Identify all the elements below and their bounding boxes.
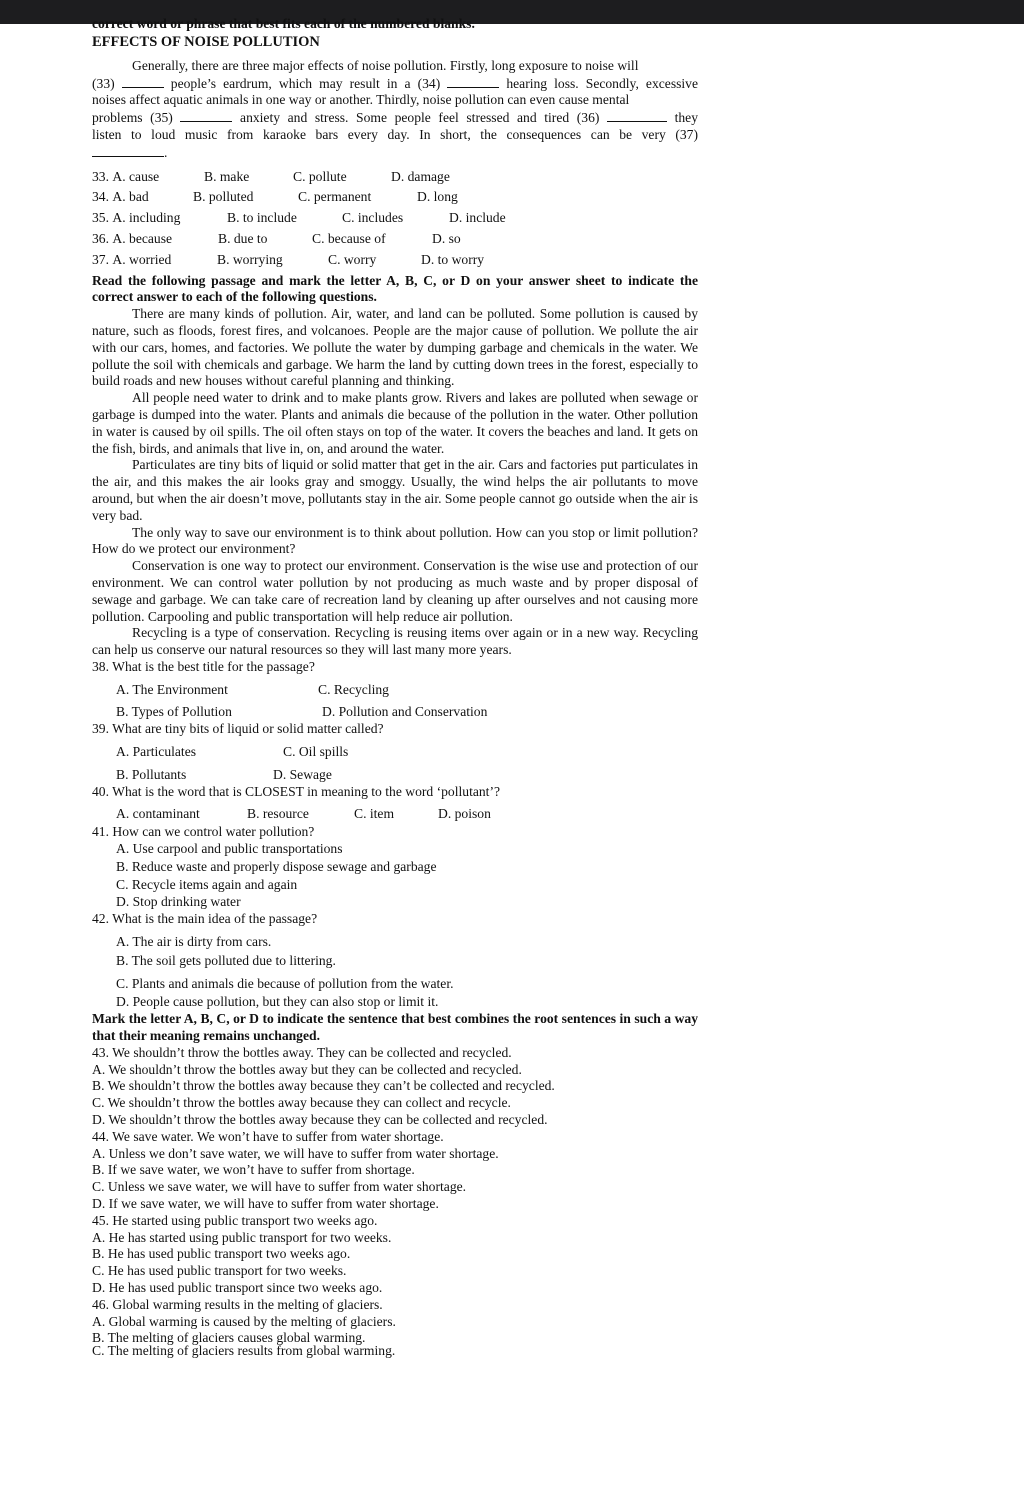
reading-paragraph-2: All people need water to drink and to make plants grow. Rivers and lakes are polluted when sewage or garbage is dumped into the water. Plants and animals die because of the pollution in the water. Other pollution in water is caused by oil spills. The oil often stays on top of the water. It covers the beaches and land. It gets on the fish, birds, and animals that live in, on, and around the water. bbox=[92, 390, 698, 456]
reading-passage bbox=[92, 306, 698, 659]
cloze-line-5: listen to loud music from karaoke bars every day. In short, the consequences can be very (37) bbox=[92, 126, 698, 142]
combine-line: 43. We shouldn’t throw the bottles away. They can be collected and recycled. bbox=[92, 1044, 512, 1060]
reading-paragraph-5: Conservation is one way to protect our environment. Conservation is the wise use and protection of our environment. We can control water pollution by not producing as much waste and by proper disposal of sewage and garbage. We can take care of recreation land by cleaning up after ourselves and not causing more pollution. Carpooling and public transportation will help reduce air pollution. bbox=[92, 558, 698, 624]
cloze-line-2: (33) people’s eardrum, which may result in a (34) hearing loss. Secondly, excessive bbox=[92, 75, 699, 91]
cloze-line-6: . bbox=[92, 144, 698, 162]
options-33: 33. A. cause B. make C. pollute D. damage bbox=[92, 168, 450, 184]
combine-line: A. Unless we don’t save water, we will have to suffer from water shortage. bbox=[92, 1145, 499, 1161]
combine-line: A. He has started using public transport for two weeks. bbox=[92, 1229, 392, 1245]
exam-page bbox=[92, 16, 699, 1359]
combine-line: 46. Global warming results in the melting of glaciers. bbox=[92, 1296, 383, 1312]
cloze-line-1: Generally, there are three major effects of noise pollution. Firstly, long exposure to noise will bbox=[132, 57, 639, 73]
options-34: 34. A. bad B. polluted C. permanent D. long bbox=[92, 189, 458, 205]
blank-33 bbox=[122, 75, 164, 88]
question-42: 42. What is the main idea of the passage? A. The air is dirty from cars. B. The soil gets polluted due to littering. C. Plants and animals die because of pollution from the water. D. People cause pollution, but they can also stop or limit it. bbox=[92, 911, 698, 1011]
combine-line: D. We shouldn’t throw the bottles away because they can be collected and recycled. bbox=[92, 1112, 548, 1128]
combine-line: B. He has used public transport two weeks ago. bbox=[92, 1246, 351, 1262]
blank-37 bbox=[92, 144, 164, 157]
reading-paragraph-6: Recycling is a type of conservation. Recycling is reusing items over again or in a new way. Recycling can help us conserve our natural resources so they will last many more years. bbox=[92, 625, 698, 658]
combine-line: B. The melting of glaciers causes global warming. bbox=[92, 1330, 366, 1346]
options-37: 37. A. worried B. worrying C. worry D. to worry bbox=[92, 251, 485, 267]
combine-line: A. We shouldn’t throw the bottles away but they can be collected and recycled. bbox=[92, 1061, 522, 1077]
reading-paragraph-1: There are many kinds of pollution. Air, water, and land can be polluted. Some pollution is caused by nature, such as floods, forest fires, and volcanoes. People are the major cause of pollution. We pollute the air with our cars, homes, and factories. We pollute the water by dumping garbage and chemicals in the water. We pollute the soil with chemicals and garbage. We harm the land by cutting down trees in the forest, especially to build roads and new houses without careful planning and thinking. bbox=[92, 306, 698, 389]
options-35: 35. A. including B. to include C. includes D. include bbox=[92, 210, 506, 226]
cloze-line-3: noises affect aquatic animals in one way or another. Thirdly, noise pollution can even cause mental bbox=[92, 92, 630, 108]
combine-questions bbox=[92, 1044, 698, 1359]
combine-line: B. If we save water, we won’t have to suffer from shortage. bbox=[92, 1162, 415, 1178]
reading-paragraph-4: The only way to save our environment is to think about pollution. How can you stop or limit pollution? How do we protect our environment? bbox=[92, 524, 698, 557]
cut-off-line: C. The melting of glaciers results from global warming. bbox=[92, 1343, 396, 1359]
combine-line: C. He has used public transport for two weeks. bbox=[92, 1263, 347, 1279]
question-41-stem: 41. How can we control water pollution? bbox=[92, 824, 315, 840]
combine-line: D. He has used public transport since two weeks ago. bbox=[92, 1279, 383, 1295]
question-40: 40. What is the word that is CLOSEST in meaning to the word ‘pollutant’? A. contaminant B. resource C. item D. poison bbox=[92, 784, 698, 824]
combine-instruction: Mark the letter A, B, C, or D to indicate the sentence that best combines the root sentences in such a way that their meaning remains unchanged. bbox=[92, 1011, 698, 1044]
combine-line: C. Unless we save water, we will have to suffer from water shortage. bbox=[92, 1179, 467, 1195]
reading-paragraph-3: Particulates are tiny bits of liquid or solid matter that get in the air. Cars and factories put particulates in the air, and this makes the air looks gray and smoggy. Usually, the wind helps the air pollutants to move around, but when the air doesn’t move, pollutants stay in the air. Some people cannot go outside when the air is very bad. bbox=[92, 457, 698, 523]
options-36: 36. A. because B. due to C. because of D. so bbox=[92, 230, 461, 246]
combine-line: B. We shouldn’t throw the bottles away because they can’t be collected and recycled. bbox=[92, 1078, 555, 1094]
reading-instruction: Read the following passage and mark the letter A, B, C, or D on your answer sheet to indicate the correct answer to each of the following questions. bbox=[92, 272, 698, 305]
cut-off-instruction: correct word or phrase that best fits each of the numbered blanks. bbox=[92, 16, 475, 31]
combine-line: A. Global warming is caused by the melting of glaciers. bbox=[92, 1313, 396, 1329]
combine-line: D. If we save water, we will have to suffer from water shortage. bbox=[92, 1196, 439, 1211]
question-38-stem: 38. What is the best title for the passage? bbox=[92, 658, 315, 674]
question-39-stem: 39. What are tiny bits of liquid or solid matter called? bbox=[92, 721, 384, 737]
question-42-stem: 42. What is the main idea of the passage? bbox=[92, 911, 318, 927]
blank-36 bbox=[607, 109, 667, 122]
blank-34 bbox=[447, 75, 499, 88]
question-39: 39. What are tiny bits of liquid or solid matter called? A. Particulates C. Oil spills B. Pollutants D. Sewage bbox=[92, 721, 698, 783]
question-41: 41. How can we control water pollution? A. Use carpool and public transportations B. Reduce waste and properly dispose sewage and garbage C. Recycle items again and again D. Stop drinking water bbox=[92, 824, 698, 911]
blank-35 bbox=[180, 109, 232, 122]
combine-line: 45. He started using public transport two weeks ago. bbox=[92, 1212, 378, 1228]
question-38: 38. What is the best title for the passage? A. The Environment C. Recycling B. Types of Pollution D. Pollution and Conservation bbox=[92, 659, 698, 721]
cloze-line-4: problems (35) anxiety and stress. Some people feel stressed and tired (36) they bbox=[92, 110, 698, 126]
question-40-stem: 40. What is the word that is CLOSEST in meaning to the word ‘pollutant’? bbox=[92, 783, 501, 799]
combine-line: C. We shouldn’t throw the bottles away because they can collect and recycle. bbox=[92, 1095, 511, 1111]
cloze-passage bbox=[92, 58, 698, 162]
section-title: EFFECTS OF NOISE POLLUTION bbox=[92, 34, 320, 50]
combine-line: 44. We save water. We won’t have to suffer from water shortage. bbox=[92, 1128, 444, 1144]
mc-options bbox=[92, 169, 698, 269]
